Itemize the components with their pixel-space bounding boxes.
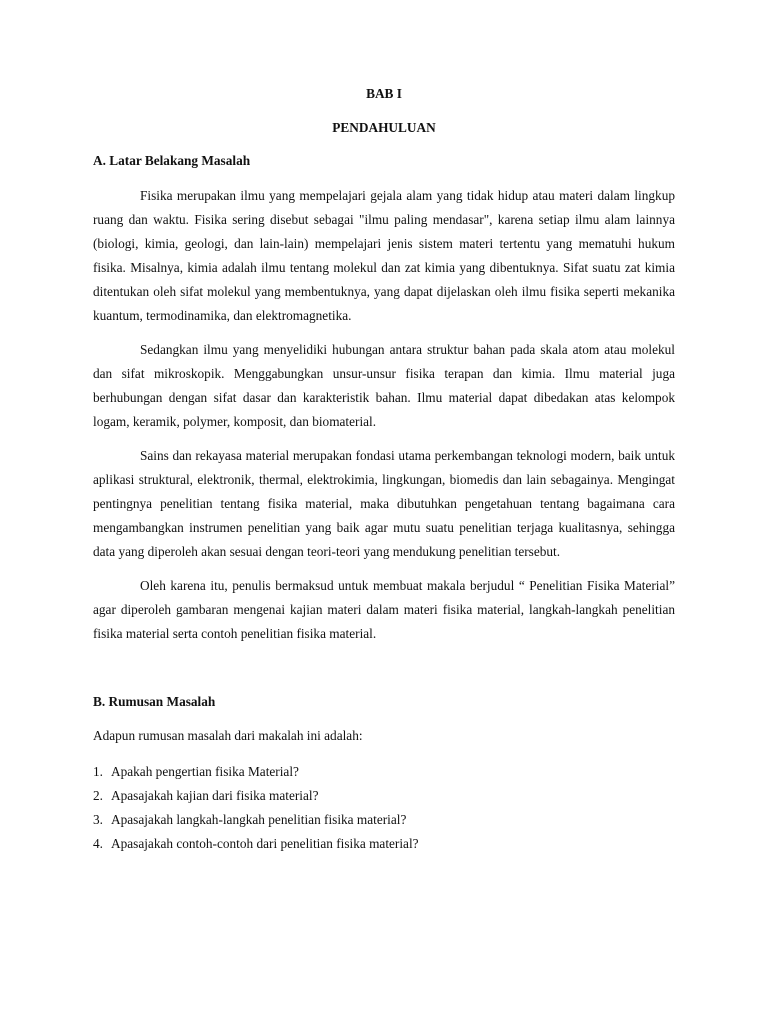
- chapter-number: BAB I: [366, 86, 402, 101]
- background-paragraph-1: Fisika merupakan ilmu yang mempelajari gejala alam yang tidak hidup atau materi dalam lingkup ruang dan waktu. Fisika sering disebut sebagai "ilmu paling mendasar", karena setiap ilmu alam lainnya (biologi, kimia, geologi, dan lain-lain) mempelajari jenis sistem materi tertentu yang mematuhi hukum fisika. Misalnya, kimia adalah ilmu tentang molekul dan zat kimia yang dibentuknya. Sifat suatu zat kimia ditentukan oleh sifat molekul yang membentuknya, yang dapat dijelaskan oleh ilmu fisika seperti mekanika kuantum, termodinamika, dan elektromagnetika.: [93, 188, 675, 323]
- list-item-text: Apasajakah kajian dari fisika material?: [111, 788, 319, 803]
- background-paragraph-4: Oleh karena itu, penulis bermaksud untuk membuat makala berjudul “ Penelitian Fisika Material” agar diperoleh gambaran mengenai kajian materi dalam materi fisika material, langkah-langkah penelitian fisika material serta contoh penelitian fisika material.: [93, 578, 675, 641]
- document-page: [93, 84, 675, 856]
- list-item-text: Apakah pengertian fisika Material?: [111, 764, 299, 779]
- list-item-number: 1.: [93, 764, 103, 779]
- background-paragraph-2: Sedangkan ilmu yang menyelidiki hubungan antara struktur bahan pada skala atom atau molekul dan sifat mikroskopik. Menggabungkan unsur-unsur fisika terapan dan kimia. Ilmu material juga berhubungan dengan sifat dasar dan karakteristik bahan. Ilmu material dapat dibedakan atas kelompok logam, keramik, polymer, komposit, dan biomaterial.: [93, 342, 675, 429]
- list-item: [93, 784, 675, 808]
- section-a-heading: A. Latar Belakang Masalah: [93, 153, 251, 168]
- list-item: [93, 760, 675, 784]
- list-item-number: 2.: [93, 788, 103, 803]
- list-item-number: 4.: [93, 836, 103, 851]
- problem-intro: Adapun rumusan masalah dari makalah ini adalah:: [93, 728, 363, 743]
- list-item-text: Apasajakah langkah-langkah penelitian fisika material?: [111, 812, 407, 827]
- section-b-heading: B. Rumusan Masalah: [93, 694, 216, 709]
- list-item-text: Apasajakah contoh-contoh dari penelitian fisika material?: [111, 836, 419, 851]
- list-item-number: 3.: [93, 812, 103, 827]
- chapter-title: PENDAHULUAN: [332, 120, 436, 135]
- problem-list: [93, 760, 675, 856]
- list-item: [93, 832, 675, 856]
- background-paragraph-3: Sains dan rekayasa material merupakan fondasi utama perkembangan teknologi modern, baik untuk aplikasi struktural, elektronik, thermal, elektrokimia, lingkungan, biomedis dan lain sebagainya. Mengingat pentingnya penelitian tentang fisika material, maka dibutuhkan pengetahuan tentang bagaimana cara mengambangkan instrumen penelitian yang baik agar mutu suatu penelitian terjaga kualitasnya, sehingga data yang diperoleh akan sesuai dengan teori-teori yang mendukung penelitian tersebut.: [93, 448, 675, 559]
- list-item: [93, 808, 675, 832]
